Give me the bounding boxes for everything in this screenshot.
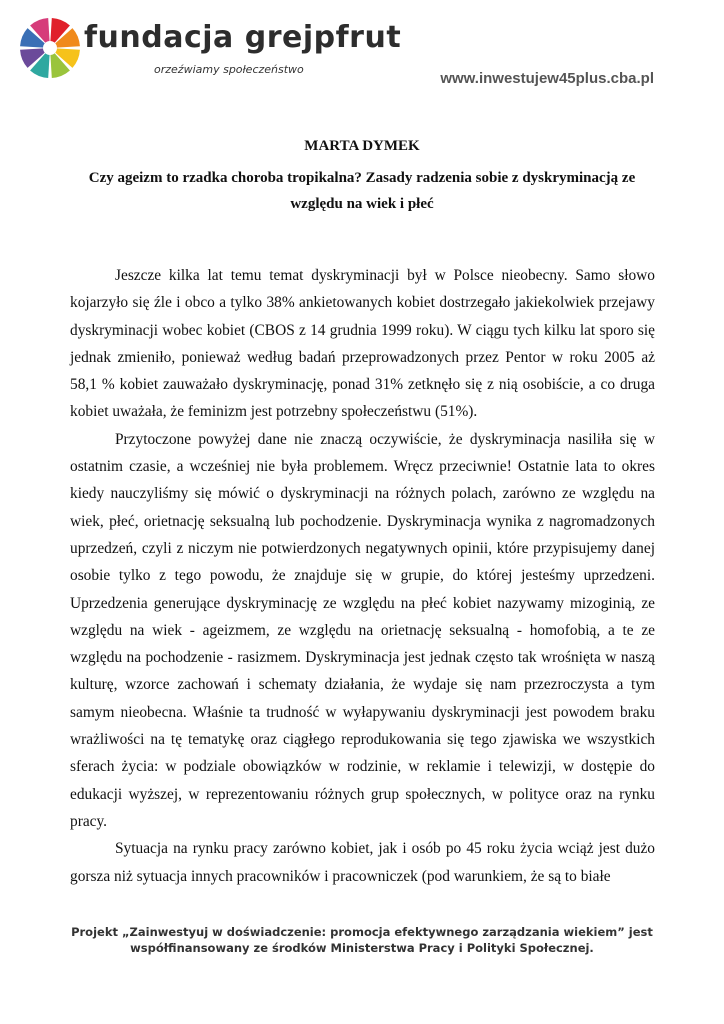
- page-header: [0, 0, 724, 110]
- paragraph: Sytuacja na rynku pracy zarówno kobiet, jak i osób po 45 roku życia wciąż jest dużo gorsza niż sytuacja innych pracowników i pracowniczek (pod warunkiem, że są to białe: [70, 840, 655, 885]
- footer-line: Projekt „Zainwestyuj w doświadczenie: promocja efektywnego zarządzania wiekiem” jest: [71, 925, 653, 939]
- author-name: MARTA DYMEK: [304, 138, 420, 154]
- footer-line: współfinansowany ze środków Ministerstwa Pracy i Polityki Społecznej.: [130, 941, 594, 955]
- logo-name: fundacja grejpfrut: [84, 20, 402, 55]
- paragraph: Przytoczone powyżej dane nie znaczą oczywiście, że dyskryminacja nasiliła się w ostatnim czasie, a wcześniej nie była problemem. Wręcz przeciwnie! Ostatnie lata to okres kiedy nauczyliśmy się mówić o dyskryminacji na różnych polach, zarówno ze względu na wiek, płeć, orietnację seksualną lub pochodzenie. Dyskryminacja wynika z nagromadzonych uprzedzeń, czyli z niczym nie potwierdzonych negatywnych opinii, które przypisujemy danej osobie tylko z tego powodu, że znajduje się w grupie, do której jesteśmy uprzedzeni. Uprzedzenia generujące dyskryminację ze względu na płeć kobiet nazywamy mizoginią, ze względu na wiek - ageizmem, ze względu na orietnację seksualną - homofobią, a te ze względu na pochodzenie - rasizmem. Dyskryminacja jest jednak często tak wrośnięta w naszą kulturę, wzorce zachowań i schematy działania, że wydaje się nam przezroczysta a tym samym nieobecna. Właśnie ta trudność w wyłapywaniu dyskryminacji jest powodem braku wrażliwości na tę tematykę oraz ciągłego reprodukowania się tego zjawiska we wszystkich sferach życia: w podziale obowiązków w rodzinie, w reklamie i telewizji, w dostępie do edukacji wyższej, w reprezentowaniu różnych grup społecznych, w polityce oraz na rynku pracy.: [70, 430, 655, 830]
- logo-tagline: orzeźwiamy społeczeństwo: [154, 63, 304, 76]
- site-url: www.inwestujew45plus.cba.pl: [440, 70, 654, 87]
- paragraph: Jeszcze kilka lat temu temat dyskryminacji był w Polsce nieobecny. Samo słowo kojarzyło się źle i obco a tylko 38% ankietowanych kobiet dostrzegało jakiekolwiek przejawy dyskryminacji wobec kobiet (CBOS z 14 grudnia 1999 roku). W ciągu tych kilku lat sporo się jednak zmieniło, ponieważ według badań przeprowadzonych przez Pentor w roku 2005 aż 58,1 % kobiet zauważało dyskryminację, ponad 31% zetknęło się z nią osobiście, a co druga kobiet uważała, że feminizm jest potrzebny społeczeństwu (51%).: [70, 267, 655, 421]
- grapefruit-logo-icon: [18, 16, 82, 80]
- page-footer: [70, 924, 654, 956]
- article-heading: [70, 138, 654, 217]
- article-title: Czy ageizm to rzadka choroba tropikalna? Zasady radzenia sobie z dyskryminacją ze względu na wiek i płeć: [88, 170, 636, 212]
- article-body: [70, 262, 655, 890]
